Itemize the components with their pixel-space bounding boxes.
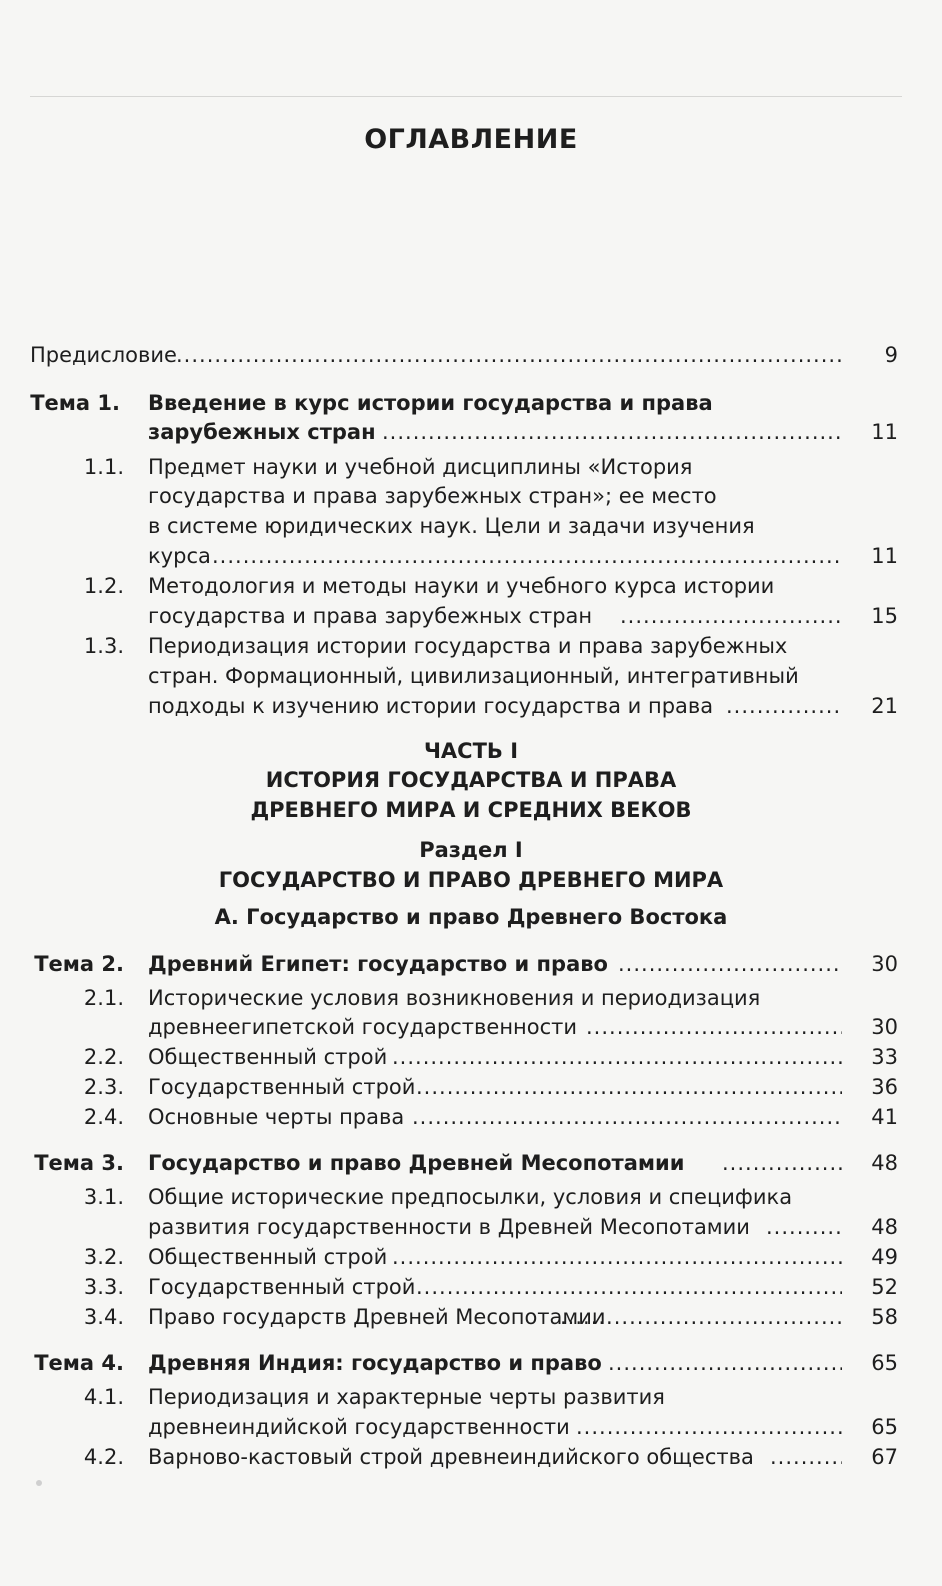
toc-page-number: 9 [884,343,898,367]
page-title: ОГЛАВЛЕНИЕ [364,124,578,155]
toc-item-number: 2.3. [83,1075,124,1099]
toc-leader [382,417,842,447]
toc-item-text: Исторические условия возникновения и периодизация [148,986,761,1010]
toc-page-number: 41 [871,1105,898,1129]
header-rule [30,96,902,97]
toc-leader [766,1212,842,1242]
toc-item-text: Периодизация и характерные черты развития [148,1385,665,1409]
toc-item-text: стран. Формационный, цивилизационный, интегративный [148,664,799,688]
subsection-title: А. Государство и право Древнего Востока [214,905,728,929]
toc-leader [560,1302,842,1332]
section-label: Раздел I [419,838,523,862]
toc-topic-title: Древний Египет: государство и право [148,952,608,976]
toc-leader [620,601,842,631]
toc-leader [416,1072,842,1102]
toc-leader [770,1442,842,1472]
toc-page-number: 30 [871,1015,898,1039]
part-title: ДРЕВНЕГО МИРА И СРЕДНИХ ВЕКОВ [250,798,692,822]
toc-leader [392,1042,842,1072]
toc-page-number: 49 [871,1245,898,1269]
toc-page-number: 30 [871,952,898,976]
toc-item-number: 1.1. [83,455,124,479]
toc-page-number: 52 [871,1275,898,1299]
section-title: ГОСУДАРСТВО И ПРАВО ДРЕВНЕГО МИРА [218,868,724,892]
toc-item-text: Методология и методы науки и учебного курса истории [148,574,775,598]
toc-topic-title: зарубежных стран [148,420,376,444]
toc-topic-number: Тема 3. [34,1151,124,1175]
toc-page-number: 21 [871,694,898,718]
part-heading: ЧАСТЬ I [423,739,519,763]
toc-leader [416,1272,842,1302]
toc-item-text: Общественный строй [148,1245,388,1269]
toc-item-text: Общественный строй [148,1045,388,1069]
toc-item-text: подходы к изучению истории государства и права [148,694,714,718]
toc-item-number: 1.3. [83,634,124,658]
toc-page-number: 48 [871,1215,898,1239]
toc-item-number: 2.2. [83,1045,124,1069]
toc-leader [722,1148,842,1178]
toc-item-text: древнеегипетской государственности [148,1015,578,1039]
toc-item-number: 3.2. [83,1245,124,1269]
toc-page-number: 11 [871,420,898,444]
toc-item-text: Варново-кастовый строй древнеиндийского общества [148,1445,754,1469]
toc-item-text: Предмет науки и учебной дисциплины «История [148,455,693,479]
toc-item-text: Государственный строй [148,1275,416,1299]
toc-page-number: 48 [871,1151,898,1175]
toc-item-text: Государственный строй [148,1075,416,1099]
toc-item-text: Основные черты права [148,1105,405,1129]
toc-item-text: курса [148,544,211,568]
toc-page-number: 58 [871,1305,898,1329]
toc-leader [618,949,842,979]
toc-page-number: 65 [871,1415,898,1439]
toc-item-text: древнеиндийской государственности [148,1415,570,1439]
part-title: ИСТОРИЯ ГОСУДАРСТВА И ПРАВА [265,768,677,792]
toc-item-number: 3.4. [83,1305,124,1329]
toc-topic-number: Тема 2. [34,952,124,976]
toc-item-text: Периодизация истории государства и права зарубежных [148,634,788,658]
toc-item-text: Общие исторические предпосылки, условия и специфика [148,1185,793,1209]
toc-item-number: 4.2. [83,1445,124,1469]
toc-item-text: Право государств Древней Месопотамии [148,1305,606,1329]
toc-leader [392,1242,842,1272]
toc-item-text: государства и права зарубежных стран»; ее место [148,484,717,508]
toc-topic-number: Тема 1. [30,391,120,415]
toc-item-number: 2.1. [83,986,124,1010]
toc-preface-label: Предисловие [30,343,177,367]
toc-item-number: 3.1. [83,1185,124,1209]
toc-topic-number: Тема 4. [34,1351,124,1375]
toc-leader [586,1012,842,1042]
toc-leader [726,691,842,721]
page-speck [36,1480,42,1486]
toc-page-number: 36 [871,1075,898,1099]
toc-item-number: 4.1. [83,1385,124,1409]
toc-page-number: 67 [871,1445,898,1469]
toc-item-text: развития государственности в Древней Месопотамии [148,1215,750,1239]
toc-topic-title: Государство и право Древней Месопотамии [148,1151,685,1175]
toc-leader [212,541,842,571]
toc-leader [412,1102,842,1132]
toc-item-number: 2.4. [83,1105,124,1129]
toc-page-number: 11 [871,544,898,568]
toc-leader [176,340,842,370]
toc-topic-title: Введение в курс истории государства и права [148,391,713,415]
toc-leader [608,1348,842,1378]
toc-page-number: 33 [871,1045,898,1069]
toc-leader [576,1412,842,1442]
toc-page-number: 65 [871,1351,898,1375]
toc-item-text: государства и права зарубежных стран [148,604,593,628]
toc-page-number: 15 [871,604,898,628]
toc-topic-title: Древняя Индия: государство и право [148,1351,602,1375]
toc-item-number: 3.3. [83,1275,124,1299]
toc-item-text: в системе юридических наук. Цели и задачи изучения [148,514,755,538]
toc-item-number: 1.2. [83,574,124,598]
